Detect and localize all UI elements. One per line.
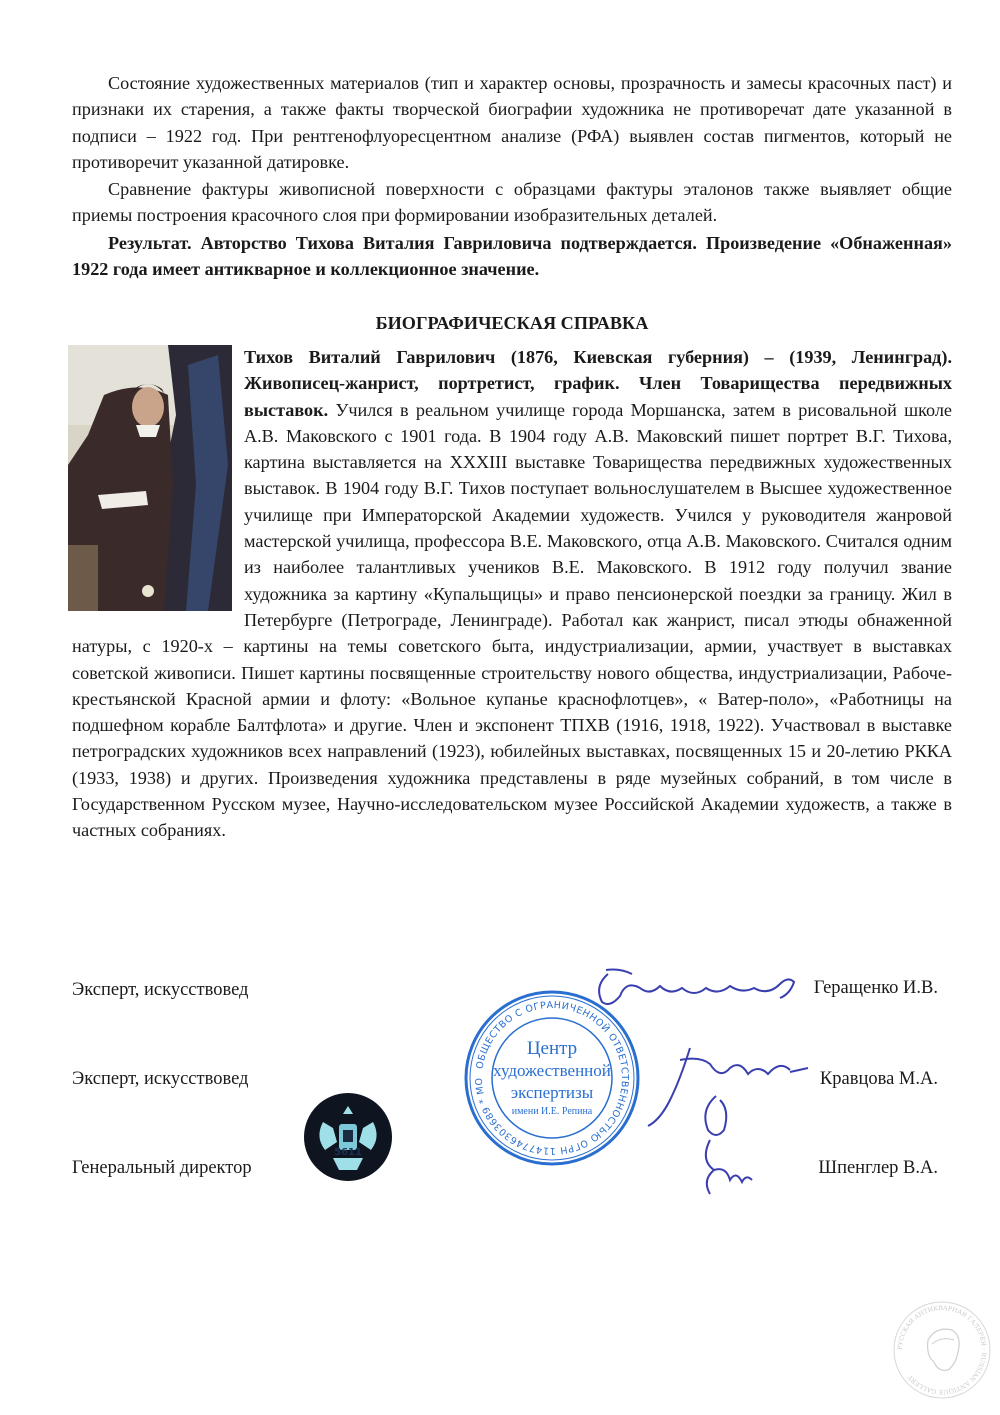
signature-name: Шпенглер В.А.: [818, 1158, 938, 1178]
bio-title: БИОГРАФИЧЕСКАЯ СПРАВКА: [375, 313, 649, 333]
signature-name: Геращенко И.В.: [813, 978, 938, 998]
stamp-line: художественной: [493, 1061, 611, 1080]
result-text: Результат. Авторство Тихова Виталия Гавриловича подтверждается. Произведение «Обнаженная» 1922 года имеет антикварное и коллекционное значение.: [72, 233, 952, 280]
signature-name: Кравцова М.А.: [819, 1069, 938, 1089]
paragraph-text: Сравнение фактуры живописной поверхности с образцами фактуры эталонов также выявляет общие приемы построения красочного слоя при формировании изобразительных деталей.: [72, 179, 952, 226]
stamp-line: Центр: [526, 1038, 578, 1059]
watermark-text: РУССКАЯ АНТИКВАРНАЯ ГАЛЕРЕЯ · RUSSIAN ANTIQUE GALLERY: [896, 1304, 988, 1396]
stamp-line: экспертизы: [510, 1083, 594, 1102]
paragraph-texture: [72, 176, 952, 229]
signature-role: Эксперт, искусствовед: [72, 980, 249, 1000]
bio-intro: Тихов Виталий Гаврилович (1876, Киевская губерния) – (1939, Ленинград). Живописец-жанрист, портретист, график. Член Товарищества передвижных выставок.: [244, 347, 952, 420]
bio-body: Учился в реальном училище города Моршанска, затем в рисовальной школе А.В. Маковского с 1901 года. В 1904 году А.В. Маковский пишет портрет В.Г. Тихова, картина выставляется на XXXIII выставке Товарищества передвижных художественных выставок. В 1904 году В.Г. Тихов поступает вольнослушателем в Высшее художественное училище при Императорской Академии художеств. Учился у руководителя жанровой мастерской училища, профессора В.Е. Маковского, отца А.В. Маковского. Считался одним из наиболее талантливых учеников В.Е. Маковского. В 1912 году получил звание художника за картину «Купальщицы» и право пенсионерской поездки за границу. Жил в Петербурге (Петрограде, Ленинграде). Работал как жанрист, писал этюды обнаженной натуры, с 1920-х – картины на темы советского быта, индустриализации, армии, участвует в выставках советской живописи. Пишет картины посвященные строительству нового общества, индустриализации, Рабоче-крестьянской Красной армии и флоту: «Вольное купанье краснофлотцев», « Ватер-поло», «Работницы на подшефном корабле Балтфлота» и другие. Член и экспонент ТПХВ (1916, 1918, 1922). Участвовал в выставке петроградских художников всех направлений (1923), юбилейных выставках, посвященных 15 и 20-летию РККА (1933, 1938) и других. Произведения художника представлены в ряде музейных собраний, в том числе в Государственном Русском музее, Научно-исследовательском музее Российской Академии художеств, а также в частных собраниях.: [72, 399, 952, 841]
signature-role: Генеральный директор: [72, 1158, 252, 1178]
svg-text:РУССКАЯ АНТИКВАРНАЯ ГАЛЕРЕЯ ·: [897, 1305, 987, 1395]
paragraph-text: Состояние художественных материалов (тип и характер основы, прозрачность и замесы красочных паст) и признаки их старения, а также факты творческой биографии художника не противоречат дате указанной в подписи – 1922 год. При рентгенофлуоресцентном анализе (РФА) выявлен состав пигментов, который не противоречит указанной датировке.: [72, 73, 952, 172]
stamp-outer-text: ОБЩЕСТВО С ОГРАНИЧЕННОЙ ОТВЕТСТВЕННОСТЬЮ ОГРН 1147746303689 * МО: [473, 999, 631, 1157]
paragraph-materials: [72, 70, 952, 175]
emblem-number: 5611: [334, 1147, 362, 1158]
signature-role: Эксперт, искусствовед: [72, 1069, 249, 1089]
hologram-emblem: [303, 1092, 393, 1182]
stamp-line: имени И.Е. Репина: [511, 1106, 593, 1117]
paragraph-result: [72, 230, 952, 283]
company-stamp: [462, 988, 642, 1168]
portrait-image: [68, 345, 232, 611]
signature-shpengler: [680, 1090, 760, 1200]
gallery-watermark: [892, 1300, 992, 1400]
